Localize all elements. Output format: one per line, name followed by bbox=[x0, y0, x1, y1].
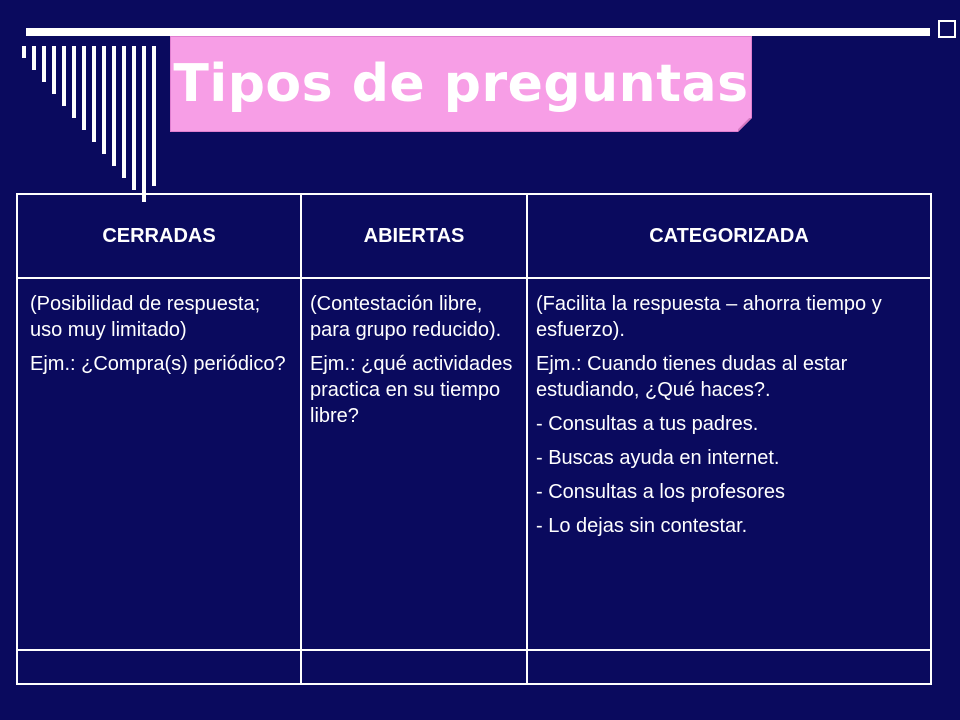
categorizada-option: - Consultas a tus padres. bbox=[536, 413, 759, 435]
cell-categorizada bbox=[536, 291, 932, 547]
abiertas-example: Ejm.: ¿qué actividades practica en su tiempo libre? bbox=[310, 353, 513, 427]
categorizada-option: - Consultas a los profesores bbox=[536, 481, 786, 503]
question-types-table bbox=[16, 193, 932, 685]
cerradas-description: (Posibilidad de respuesta; uso muy limitado) bbox=[30, 293, 261, 341]
top-decorative-rule bbox=[26, 28, 930, 36]
header-cerradas: CERRADAS bbox=[102, 225, 216, 247]
categorizada-description: (Facilita la respuesta – ahorra tiempo y esfuerzo). bbox=[536, 293, 882, 341]
cell-abiertas bbox=[310, 291, 522, 437]
categorizada-example: Ejm.: Cuando tienes dudas al estar estudiando, ¿Qué haces?. bbox=[536, 353, 848, 401]
cerradas-example: Ejm.: ¿Compra(s) periódico? bbox=[30, 353, 286, 375]
categorizada-option: - Lo dejas sin contestar. bbox=[536, 515, 748, 537]
header-abiertas: ABIERTAS bbox=[363, 225, 465, 247]
header-categorizada: CATEGORIZADA bbox=[649, 225, 809, 247]
cell-cerradas bbox=[30, 291, 292, 385]
slide-title: Tipos de preguntas bbox=[173, 54, 749, 114]
categorizada-option: - Buscas ayuda en internet. bbox=[536, 447, 780, 469]
corner-square-decoration bbox=[938, 20, 956, 38]
abiertas-description: (Contestación libre, para grupo reducido). bbox=[310, 293, 502, 341]
